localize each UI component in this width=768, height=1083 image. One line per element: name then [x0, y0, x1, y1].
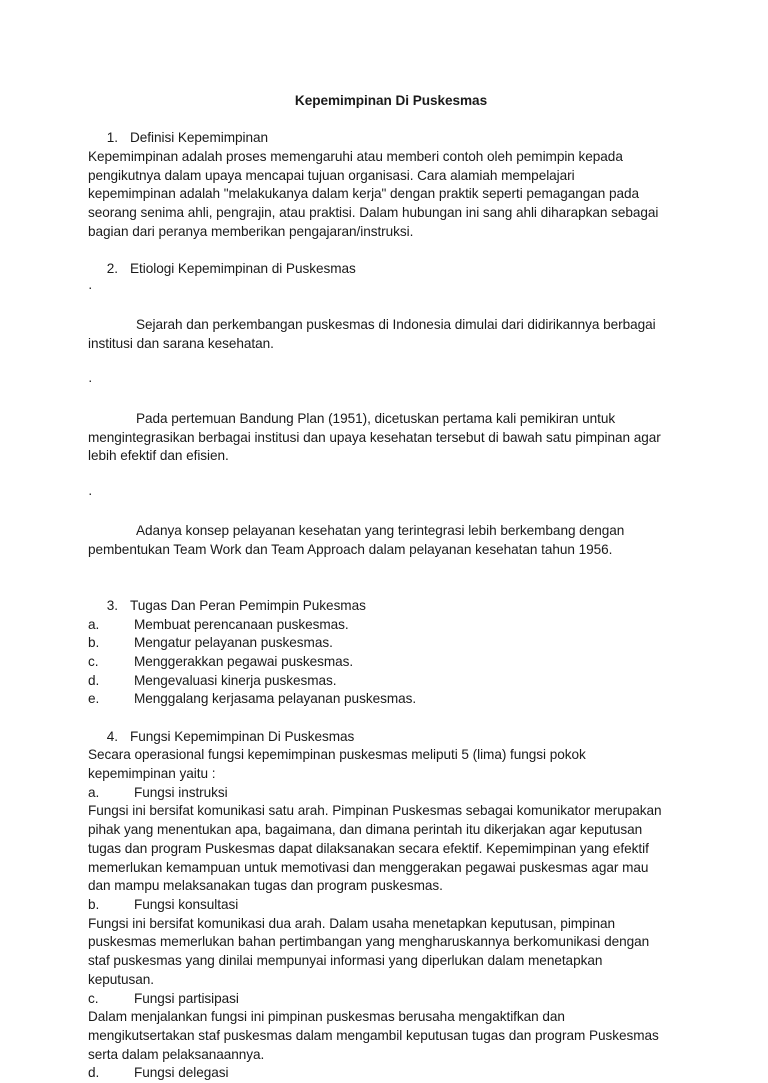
document-title: Kepemimpinan Di Puskesmas [294, 93, 488, 108]
spacer [88, 709, 688, 728]
list-marker: c. [88, 653, 99, 669]
section-number: 2. [106, 261, 118, 277]
function-text: Dalam menjalankan fungsi ini pimpinan puskesmas berusaha mengaktifkan dan mengikutsertakan staf puskesmas dalam mengambil keputusan tugas dan program Puskesmas serta dalam pelaksanaannya. [88, 1009, 659, 1062]
list-item [88, 690, 688, 709]
bullet-marker: · [88, 373, 93, 389]
bullet-text: Sejarah dan perkembangan puskesmas di Indonesia dimulai dari didirikannya berbagai institusi dan sarana kesehatan. [88, 317, 656, 352]
bullet-marker: · [88, 279, 93, 295]
list-item [88, 672, 688, 691]
list-text: Membuat perencanaan puskesmas. [134, 616, 349, 632]
function-name: Fungsi instruksi [134, 784, 228, 800]
function-marker: b. [88, 897, 100, 912]
section-number: 1. [106, 130, 118, 146]
spacer [88, 578, 688, 597]
function-marker: c. [88, 990, 99, 1006]
section-heading [88, 260, 688, 279]
list-item [88, 653, 688, 672]
section-heading [88, 597, 688, 616]
bullet-text: Adanya konsep pelayanan kesehatan yang terintegrasi lebih berkembang dengan pembentukan Team Work dan Team Approach dalam pelayanan kesehatan tahun 1956. [88, 523, 625, 557]
list-marker: d. [88, 672, 100, 688]
list-marker: a. [88, 616, 100, 632]
function-name: Fungsi partisipasi [134, 990, 239, 1006]
spacer [88, 242, 688, 261]
list-item [88, 634, 688, 653]
function-heading [88, 990, 688, 1009]
list-text: Mengatur pelayanan puskesmas. [134, 635, 333, 651]
document-body [88, 92, 688, 1083]
function-marker: d. [88, 1065, 100, 1081]
section-title: Definisi Kepemimpinan [130, 130, 268, 146]
function-name: Fungsi konsultasi [134, 897, 239, 912]
bullet-item [88, 485, 688, 579]
function-name: Fungsi delegasi [134, 1065, 229, 1081]
section-title: Fungsi Kepemimpinan Di Puskesmas [130, 728, 355, 744]
section-title: Etiologi Kepemimpinan di Puskesmas [130, 261, 356, 277]
section-paragraph: Kepemimpinan adalah proses memengaruhi atau memberi contoh oleh pemimpin kepada pengikutnya dalam upaya mencapai tujuan organisasi. Cara alamiah mempelajari kepemimpinan adalah "melakukanya dalam kerja" dengan praktik seperti pemagangan pada seorang senima ahli, pengrajin, atau praktisi. Dalam hubungan ini sang ahli diharapkan sebagai bagian dari peranya memberikan pengajaran/instruksi. [88, 149, 659, 239]
list-marker: e. [88, 691, 100, 707]
function-text: Fungsi ini bersifat komunikasi dua arah. Dalam usaha menetapkan keputusan, pimpinan puskesmas memerlukan bahan pertimbangan yang mengharuskannya berkomunikasi dengan staf puskesmas yang dinilai mempunyai informasi yang diperlukan dalam menetapkan keputusan. [88, 915, 650, 987]
bullet-item [88, 279, 688, 373]
section-number: 3. [106, 597, 118, 613]
function-text: Fungsi ini bersifat komunikasi satu arah. Pimpinan Puskesmas sebagai komunikator merupakan pihak yang menentukan apa, bagaimana, dan dimana perintah itu dikerjakan agar keputusan tugas dan program Puskesmas dapat dilaksanakan secara efektif. Kepemimpinan yang efektif memerlukan kemampuan untuk memotivasi dan menggerakan pegawai puskesmas agar mau dan mampu melaksanakan tugas dan program puskesmas. [88, 803, 662, 894]
function-heading [88, 896, 688, 915]
bullet-marker: · [88, 485, 93, 501]
section-intro: Secara operasional fungsi kepemimpinan puskesmas meliputi 5 (lima) fungsi pokok kepemimpinan yaitu : [88, 747, 586, 782]
section-number: 4. [106, 728, 118, 744]
function-marker: a. [88, 784, 100, 800]
bullet-item [88, 372, 688, 484]
list-text: Menggerakkan pegawai puskesmas. [134, 653, 354, 669]
list-item [88, 616, 688, 635]
list-text: Menggalang kerjasama pelayanan puskesmas. [134, 691, 417, 707]
function-heading [88, 784, 688, 803]
list-marker: b. [88, 635, 100, 651]
section-title: Tugas Dan Peran Pemimpin Pukesmas [130, 597, 366, 613]
section-heading [88, 129, 688, 148]
bullet-text: Pada pertemuan Bandung Plan (1951), dicetuskan pertama kali pemikiran untuk mengintegrasikan berbagai institusi dan upaya kesehatan tersebut di bawah satu pimpinan agar lebih efektif dan efisien. [88, 410, 661, 464]
function-heading [88, 1064, 688, 1083]
section-heading [88, 728, 688, 747]
list-text: Mengevaluasi kinerja puskesmas. [134, 672, 337, 688]
